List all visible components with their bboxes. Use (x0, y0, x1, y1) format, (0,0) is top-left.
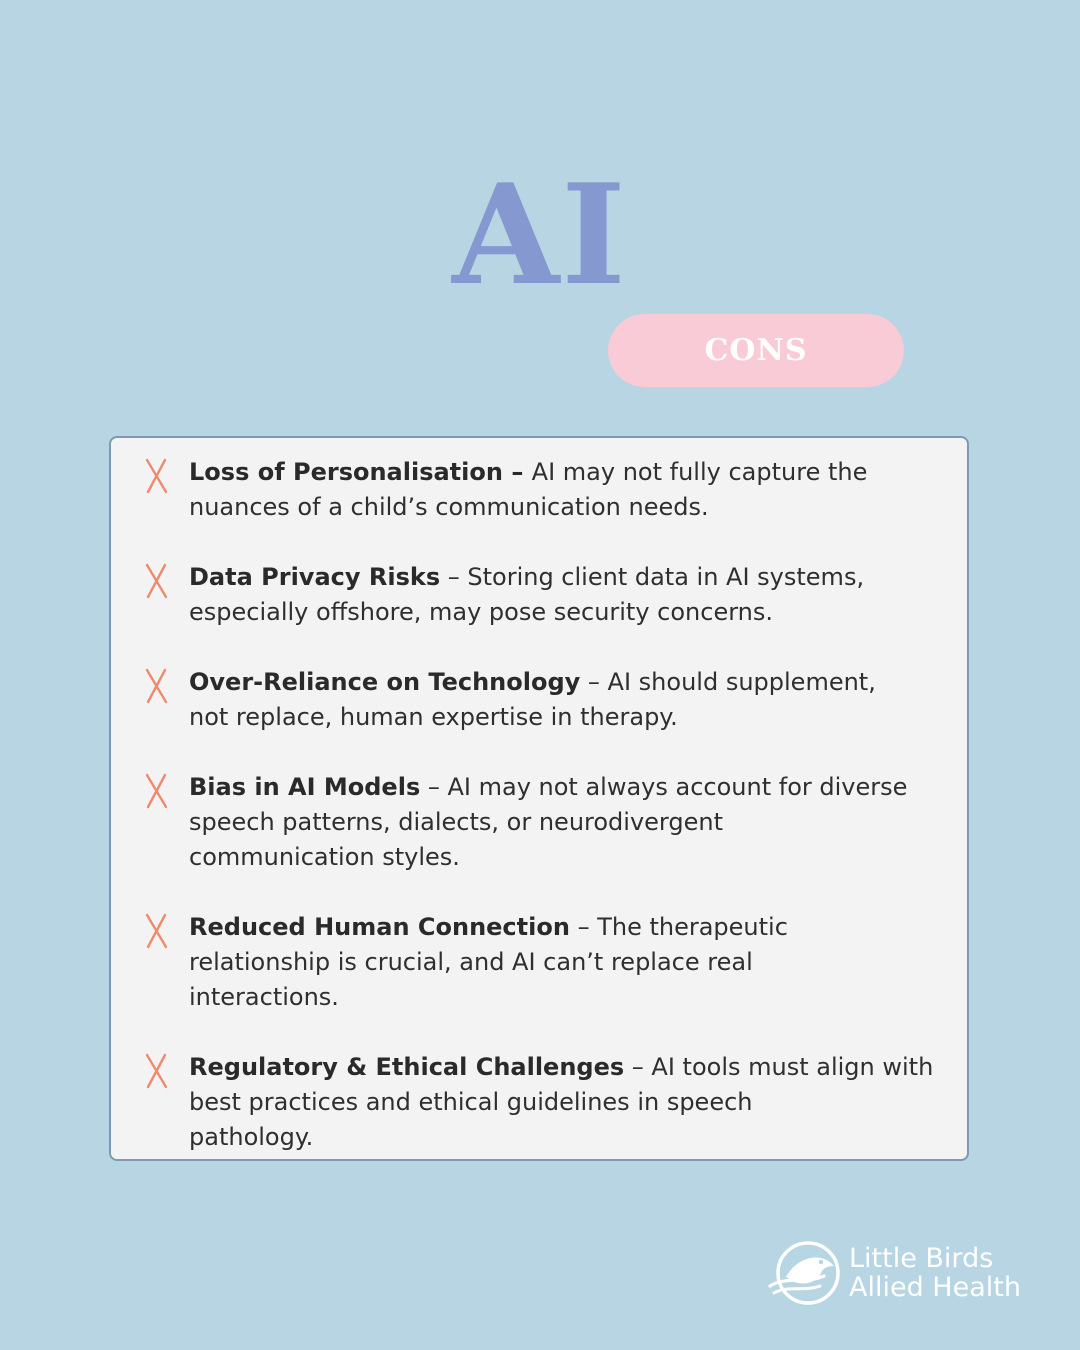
item-line: pathology. (189, 1123, 314, 1151)
item-line (189, 910, 951, 945)
item-heading: Reduced Human Connection (189, 913, 570, 941)
item-heading: Over-Reliance on Technology (189, 668, 581, 696)
x-mark-icon (143, 457, 171, 495)
item-line (189, 1050, 951, 1085)
item-text: – AI tools must align with (624, 1053, 934, 1081)
list-item (189, 1050, 951, 1155)
list-item (189, 665, 951, 735)
item-line: communication styles. (189, 843, 460, 871)
item-heading: Loss of Personalisation – (189, 458, 532, 486)
cons-badge: CONS (608, 314, 904, 387)
item-heading: Regulatory & Ethical Challenges (189, 1053, 625, 1081)
cons-list-card (109, 436, 969, 1161)
x-mark-icon (143, 1052, 171, 1090)
item-text: AI may not fully capture the (531, 458, 868, 486)
item-line: speech patterns, dialects, or neurodivergent (189, 808, 723, 836)
list-item (189, 910, 951, 1015)
brand-name-line: Little Birds (849, 1243, 994, 1274)
item-line (189, 560, 951, 595)
item-line: especially offshore, may pose security concerns. (189, 598, 774, 626)
item-line: best practices and ethical guidelines in speech (189, 1088, 753, 1116)
page-title: AI (452, 153, 628, 316)
list-item (189, 770, 951, 875)
item-line: interactions. (189, 983, 339, 1011)
x-mark-icon (143, 772, 171, 810)
item-line: nuances of a child’s communication needs. (189, 493, 709, 521)
item-text: – AI should supplement, (580, 668, 876, 696)
brand-logo (766, 1240, 1056, 1312)
item-line (189, 665, 951, 700)
item-line (189, 770, 951, 805)
list-item (189, 560, 951, 630)
brand-name (849, 1244, 1021, 1302)
x-mark-icon (143, 912, 171, 950)
item-text: – The therapeutic (569, 913, 788, 941)
bird-icon (766, 1240, 842, 1310)
item-heading: Data Privacy Risks (189, 563, 441, 591)
item-line: relationship is crucial, and AI can’t replace real (189, 948, 753, 976)
item-line (189, 455, 951, 490)
item-heading: Bias in AI Models (189, 773, 421, 801)
list-item (189, 455, 951, 525)
x-mark-icon (143, 667, 171, 705)
item-text: – Storing client data in AI systems, (440, 563, 865, 591)
item-line: not replace, human expertise in therapy. (189, 703, 678, 731)
brand-name-line: Allied Health (849, 1272, 1021, 1303)
item-text: – AI may not always account for diverse (420, 773, 908, 801)
x-mark-icon (143, 562, 171, 600)
